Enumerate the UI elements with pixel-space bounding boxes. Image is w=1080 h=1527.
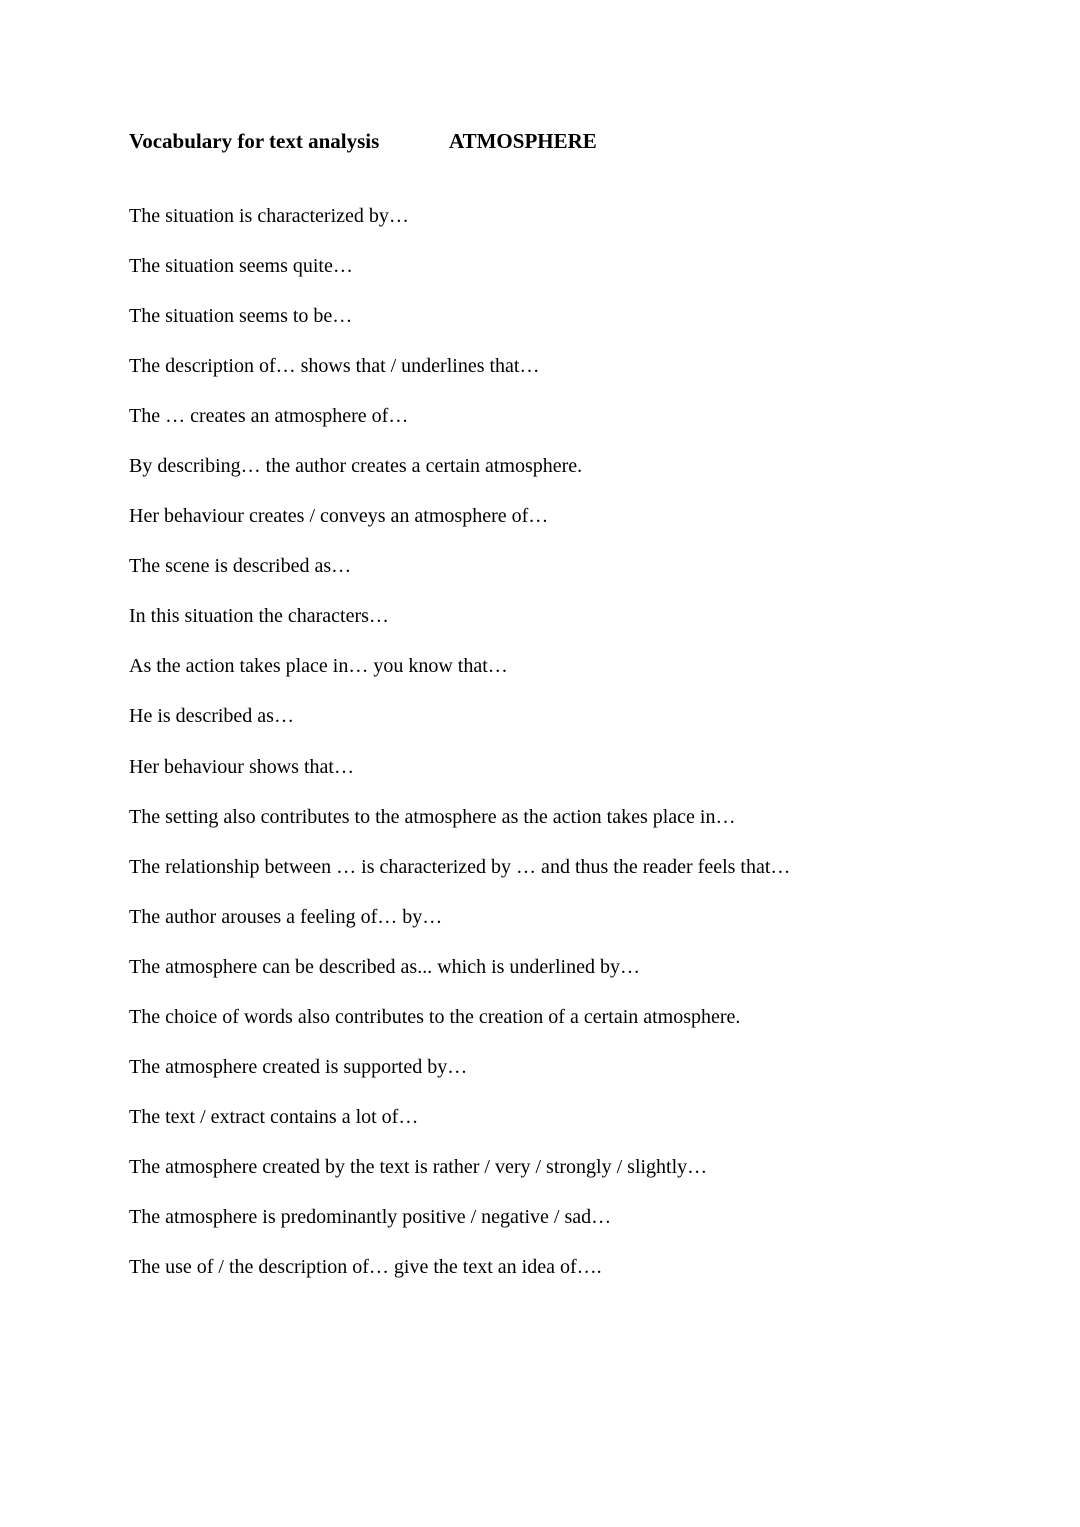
phrase-item: He is described as… (129, 705, 294, 728)
phrase-item: The atmosphere created by the text is rather / very / strongly / slightly… (129, 1155, 708, 1178)
phrase-list (129, 202, 790, 1303)
phrase-item: The text / extract contains a lot of… (129, 1105, 419, 1128)
phrase-item: The use of / the description of… give the text an idea of…. (129, 1255, 602, 1278)
phrase-item: The situation seems to be… (129, 305, 353, 328)
phrase-item: By describing… the author creates a certain atmosphere. (129, 455, 583, 478)
phrase-item: As the action takes place in… you know that… (129, 655, 508, 678)
phrase-item: The atmosphere is predominantly positive / negative / sad… (129, 1205, 612, 1228)
phrase-item: The relationship between … is characterized by … and thus the reader feels that… (129, 855, 791, 878)
phrase-item: In this situation the characters… (129, 605, 389, 628)
phrase-item: The description of… shows that / underlines that… (129, 355, 540, 378)
phrase-item: The setting also contributes to the atmosphere as the action takes place in… (129, 805, 736, 828)
phrase-item: The situation is characterized by… (129, 205, 409, 227)
phrase-item: The … creates an atmosphere of… (129, 405, 409, 428)
phrase-item: The choice of words also contributes to the creation of a certain atmosphere. (129, 1005, 741, 1028)
topic-label: ATMOSPHERE (449, 129, 597, 153)
phrase-item: Her behaviour creates / conveys an atmosphere of… (129, 505, 549, 528)
phrase-item: The atmosphere can be described as... which is underlined by… (129, 955, 640, 978)
document-title: Vocabulary for text analysis (129, 129, 380, 153)
phrase-item: The atmosphere created is supported by… (129, 1055, 468, 1078)
phrase-item: The author arouses a feeling of… by… (129, 905, 443, 928)
phrase-item: The situation seems quite… (129, 255, 353, 278)
document-heading (129, 127, 597, 155)
phrase-item: Her behaviour shows that… (129, 755, 354, 778)
phrase-item: The scene is described as… (129, 555, 352, 578)
